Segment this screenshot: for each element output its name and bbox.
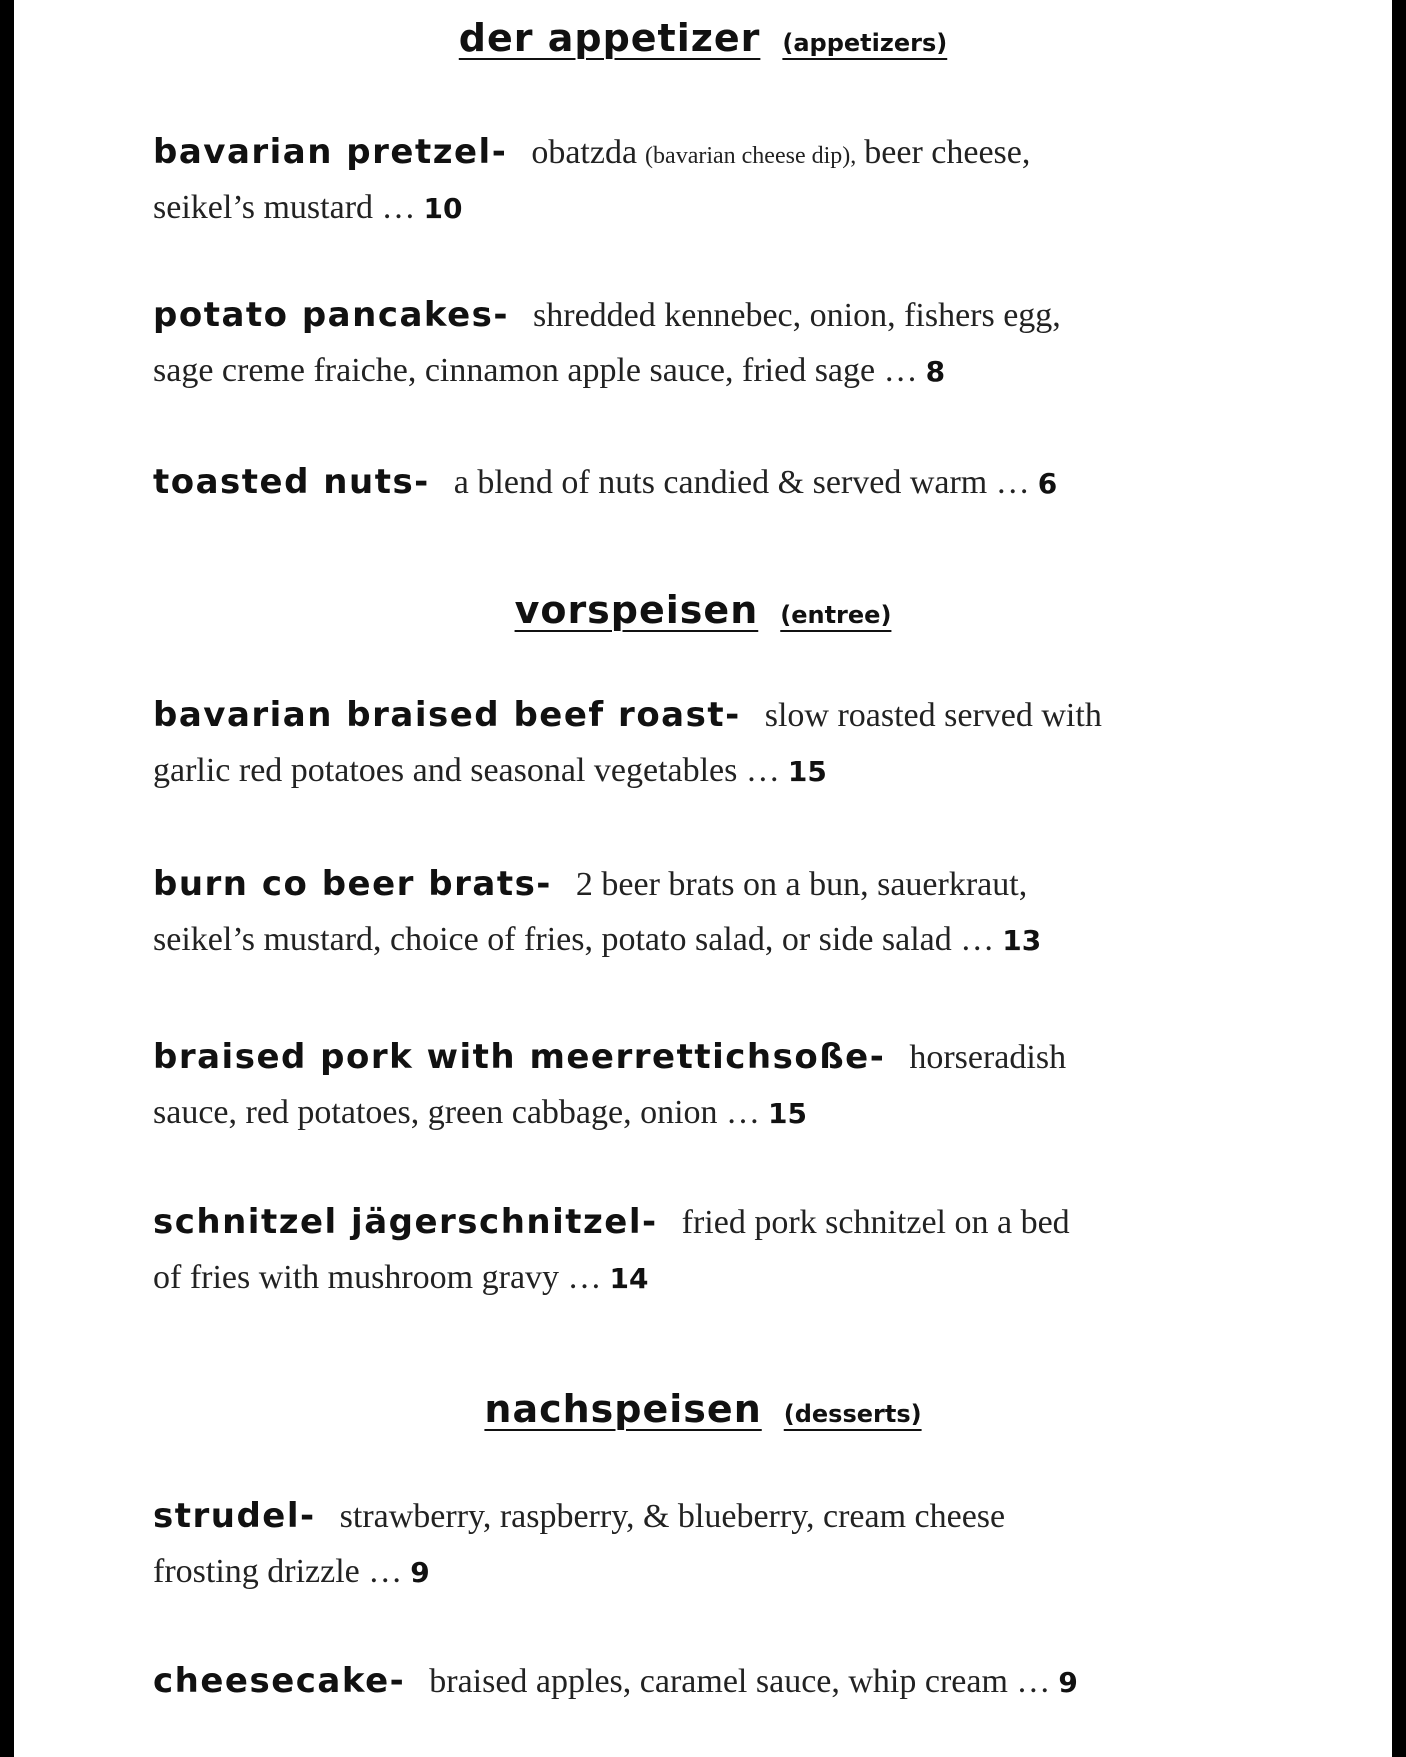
item-name: cheesecake- bbox=[153, 1661, 406, 1701]
item-description: sauce, red potatoes, green cabbage, onion … bbox=[153, 1094, 761, 1131]
item-price: 15 bbox=[768, 1097, 808, 1130]
right-border bbox=[1392, 0, 1406, 1757]
item-description: 2 beer brats on a bun, sauerkraut, bbox=[575, 866, 1028, 903]
menu-item-beef-roast bbox=[153, 687, 1253, 799]
item-description: fried pork schnitzel on a bed bbox=[681, 1204, 1070, 1241]
item-name: schnitzel jägerschnitzel- bbox=[153, 1202, 658, 1242]
item-name: potato pancakes- bbox=[153, 295, 510, 335]
section-title: der appetizer bbox=[458, 16, 761, 60]
section-heading-desserts bbox=[153, 1387, 1253, 1431]
item-description: beer cheese, bbox=[864, 134, 1031, 171]
item-description: braised apples, caramel sauce, whip cream … bbox=[429, 1663, 1051, 1700]
menu-item-beer-brats bbox=[153, 856, 1253, 968]
item-description: slow roasted served with bbox=[764, 697, 1102, 734]
section-heading-entree bbox=[153, 588, 1253, 632]
item-description: horseradish bbox=[909, 1039, 1067, 1076]
section-title: nachspeisen bbox=[484, 1387, 762, 1431]
item-name: bavarian pretzel- bbox=[153, 132, 508, 172]
section-heading-appetizers bbox=[153, 16, 1253, 60]
item-name: toasted nuts- bbox=[153, 462, 430, 502]
left-border bbox=[0, 0, 14, 1757]
item-description: obatzda bbox=[531, 134, 638, 171]
item-price: 13 bbox=[1002, 924, 1042, 957]
item-description: garlic red potatoes and seasonal vegetables … bbox=[153, 752, 780, 789]
item-description: frosting drizzle … bbox=[153, 1553, 403, 1590]
item-price: 9 bbox=[410, 1556, 430, 1589]
item-description: sage creme fraiche, cinnamon apple sauce, fried sage … bbox=[153, 352, 918, 389]
item-price: 8 bbox=[925, 355, 946, 388]
menu-item-strudel bbox=[153, 1488, 1253, 1600]
item-price: 6 bbox=[1037, 467, 1058, 500]
section-subtitle: (entree) bbox=[780, 601, 892, 629]
item-name: strudel- bbox=[153, 1496, 316, 1536]
item-price: 9 bbox=[1058, 1666, 1078, 1699]
section-subtitle: (desserts) bbox=[783, 1400, 922, 1428]
menu-item-schnitzel bbox=[153, 1194, 1253, 1306]
item-name: burn co beer brats- bbox=[153, 864, 552, 904]
section-subtitle: (appetizers) bbox=[782, 29, 948, 57]
menu-item-potato-pancakes bbox=[153, 287, 1253, 399]
item-name: braised pork with meerrettichsoße- bbox=[153, 1037, 886, 1077]
item-description: a blend of nuts candied & served warm … bbox=[453, 464, 1030, 501]
item-description-note: (bavarian cheese dip), bbox=[645, 143, 857, 169]
item-price: 14 bbox=[609, 1262, 649, 1295]
menu-item-bavarian-pretzel bbox=[153, 124, 1253, 236]
item-name: bavarian braised beef roast- bbox=[153, 695, 741, 735]
item-description: shredded kennebec, onion, fishers egg, bbox=[533, 297, 1061, 334]
item-description: seikel’s mustard, choice of fries, potato salad, or side salad … bbox=[153, 921, 995, 958]
menu-item-braised-pork bbox=[153, 1029, 1253, 1141]
menu-item-toasted-nuts bbox=[153, 454, 1253, 510]
item-price: 15 bbox=[787, 755, 827, 788]
section-title: vorspeisen bbox=[514, 588, 759, 632]
item-description: seikel’s mustard … bbox=[153, 189, 416, 226]
item-description: of fries with mushroom gravy … bbox=[153, 1259, 602, 1296]
menu-item-cheesecake bbox=[153, 1653, 1253, 1709]
item-description: strawberry, raspberry, & blueberry, cream cheese bbox=[339, 1498, 1006, 1535]
item-price: 10 bbox=[423, 192, 463, 225]
